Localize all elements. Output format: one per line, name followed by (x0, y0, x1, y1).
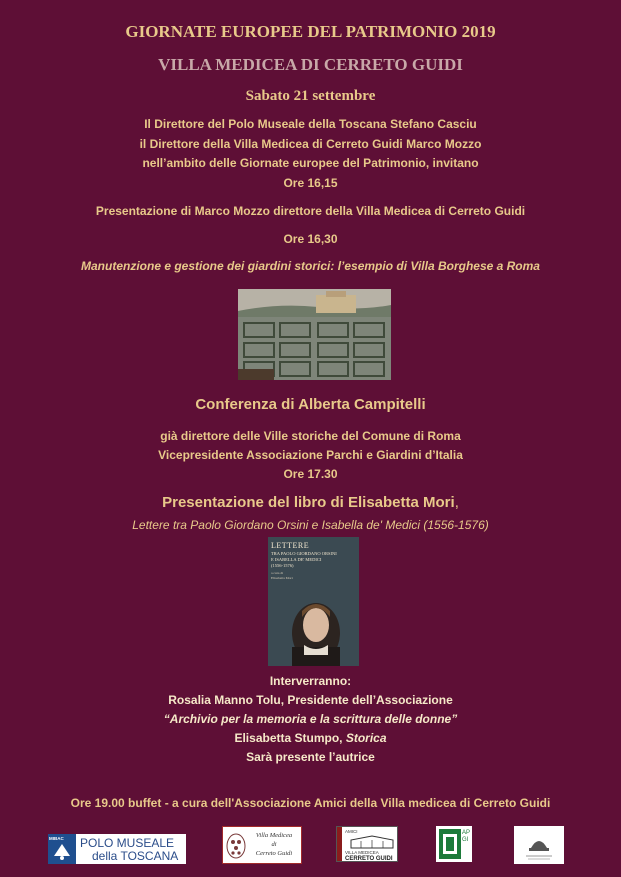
villa-logo-line-2: di (271, 841, 277, 848)
presentation-line: Presentazione di Marco Mozzo direttore della Villa Medicea di Cerreto Guidi (95, 204, 526, 218)
time-3: Ore 17.30 (283, 467, 338, 481)
intro-line-1: Il Direttore del Polo Museale della Toscana Stefano Casciu (144, 117, 477, 131)
villa-crest-icon (225, 831, 247, 861)
villa-logo-line-3: Cerreto Guidi (255, 850, 293, 857)
villa-logo-text (247, 831, 301, 858)
page-subtitle: VILLA MEDICEA DI CERRETO GUIDI (158, 55, 463, 74)
book-cover (268, 537, 359, 666)
polo-logo-line-1: POLO MUSEALE (80, 836, 175, 850)
apgi-label: APGI (462, 830, 471, 843)
role-line-1: già direttore delle Ville storiche del Comune di Roma (160, 429, 461, 443)
book-presentation-comma: , (454, 494, 459, 511)
book-title: Lettere tra Paolo Giordano Orsini e Isabella de' Medici (1556-1576) (132, 518, 489, 532)
garden-painting (238, 289, 391, 380)
time-1: Ore 16,15 (283, 176, 338, 190)
villa-logo-line-1: Villa Medicea (255, 832, 293, 839)
book-cover-editor-prefix: a cura di (271, 571, 284, 575)
villa-medicea-logo (222, 826, 302, 864)
apgi-emblem-icon (438, 828, 462, 860)
polo-museale-logo (48, 834, 186, 864)
association-name: “Archivio per la memoria e la scrittura delle donne” (163, 712, 458, 726)
speaker-2-name: Elisabetta Stumpo, (234, 731, 346, 745)
role-line-2: Vicepresidente Associazione Parchi e Giardini d’Italia (158, 448, 463, 462)
amici-villa-drawing-icon (349, 835, 395, 849)
polo-logo-line-2: della TOSCANA (92, 849, 179, 863)
amici-logo-line-1: AMICI (345, 829, 358, 834)
mibac-badge (48, 834, 76, 864)
book-cover-line-1: TRA PAOLO GIORDANO ORSINI (271, 551, 337, 556)
association-logo (514, 826, 564, 864)
amici-logo-stripe (337, 827, 342, 862)
buffet-line: Ore 19.00 buffet - a cura dell'Associazione Amici della Villa medicea di Cerreto Guidi (70, 796, 551, 810)
book-cover-editor-name: Elisabetta Mori (271, 576, 293, 580)
mibac-label: MIBAC (49, 836, 64, 841)
time-2: Ore 16,30 (283, 232, 338, 246)
amici-logo-line-2: VILLA MEDICEA (345, 850, 379, 855)
intro-line-3: nell’ambito delle Giornate europee del Patrimonio, invitano (142, 156, 479, 170)
page-title: GIORNATE EUROPEE DEL PATRIMONIO 2019 (125, 22, 496, 41)
association-emblem-icon (514, 826, 564, 864)
apgi-logo (436, 826, 472, 862)
speaker-1-role: , Presidente dell’Associazione (280, 693, 453, 707)
author-note: Sarà presente l’autrice (246, 750, 375, 764)
book-cover-editor (271, 571, 293, 581)
speaker-1-name: Rosalia Manno Tolu (168, 693, 281, 707)
speakers-heading: Interverranno: (269, 674, 352, 688)
book-cover-subtitle (271, 551, 337, 569)
book-cover-line-3: (1556-1576) (271, 563, 294, 568)
speaker-2-role: Storica (345, 731, 387, 745)
event-date: Sabato 21 settembre (245, 88, 376, 104)
talk-title: Manutenzione e gestione dei giardini storici: l’esempio di Villa Borghese a Roma (81, 259, 540, 273)
conference-title: Conferenza di Alberta Campitelli (195, 396, 426, 413)
amici-logo-line-3: CERRETO GUIDI (345, 856, 393, 862)
amici-villa-logo (336, 826, 398, 862)
speaker-1 (0, 693, 621, 707)
book-cover-title: LETTERE (271, 541, 310, 550)
book-presentation-text: Presentazione del libro di Elisabetta Mori (162, 494, 455, 511)
book-presentation-heading (0, 494, 621, 511)
mibac-emblem-icon (48, 834, 76, 864)
book-cover-line-2: E ISABELLA DE' MEDICI (271, 557, 322, 562)
speaker-2 (0, 731, 621, 745)
intro-line-2: il Direttore della Villa Medicea di Cerreto Guidi Marco Mozzo (139, 137, 482, 151)
